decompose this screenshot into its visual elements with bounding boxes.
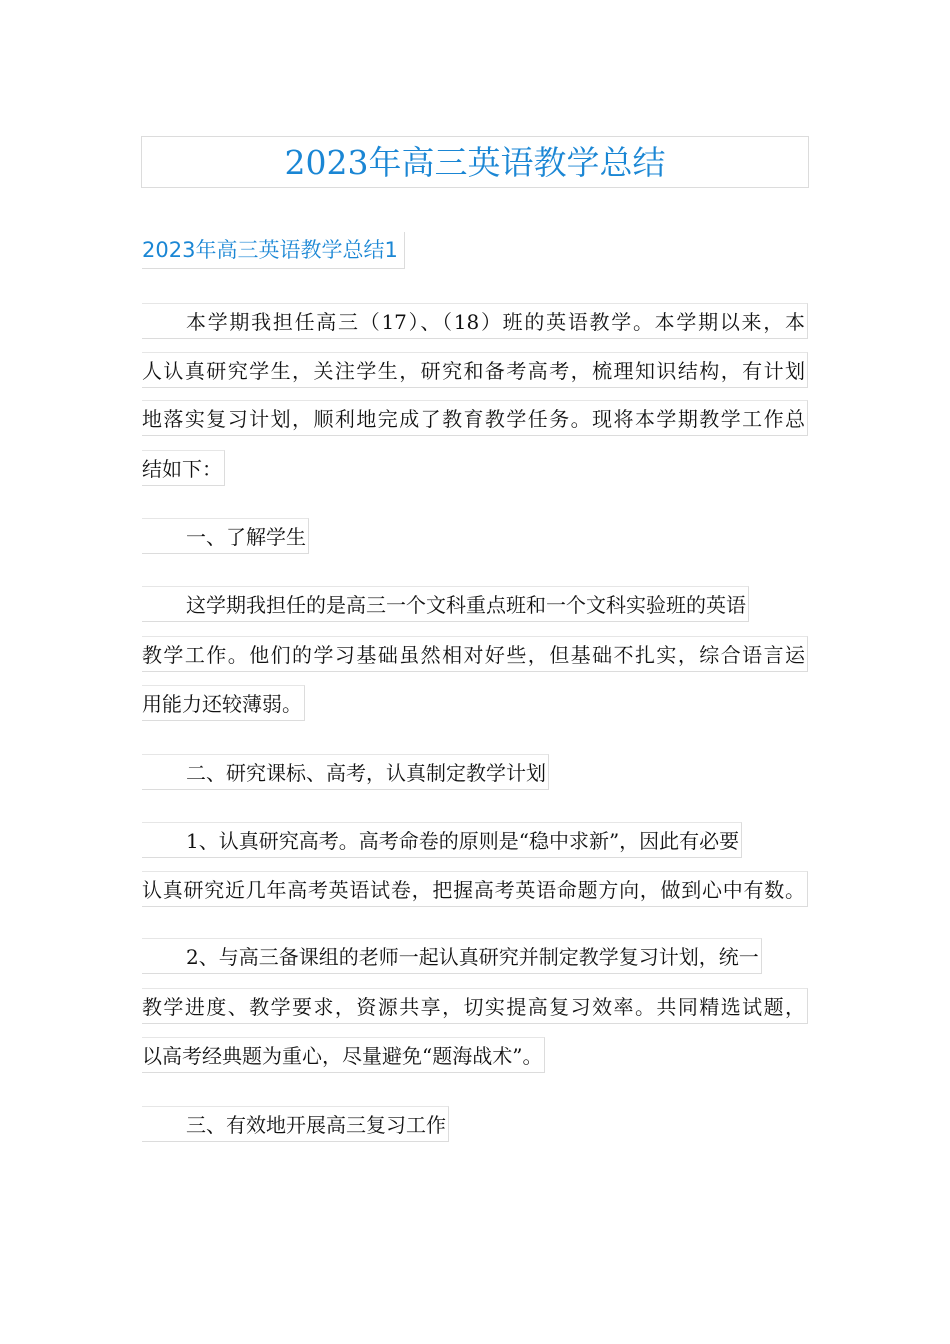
paragraph-line: 教学工作。他们的学习基础虽然相对好些，但基础不扎实，综合语言运 [142,636,808,672]
paragraph-line: 教学进度、教学要求，资源共享，切实提高复习效率。共同精选试题， [142,988,808,1024]
paragraph-line: 地落实复习计划，顺利地完成了教育教学任务。现将本学期教学工作总 [142,400,808,436]
paragraph-line: 这学期我担任的是高三一个文科重点班和一个文科实验班的英语 [142,586,749,622]
paragraph-line: 结如下： [142,450,225,486]
paragraph-line: 用能力还较薄弱。 [142,685,305,721]
document-title: 2023年高三英语教学总结 [284,142,666,182]
paragraph-line: 人认真研究学生，关注学生，研究和备考高考，梳理知识结构，有计划 [142,352,808,388]
paragraph-line: 以高考经典题为重心，尽量避免“题海战术”。 [142,1037,545,1073]
heading-line: 二、研究课标、高考，认真制定教学计划 [142,754,549,790]
heading-line: 三、有效地开展高三复习工作 [142,1106,449,1142]
title-box [141,136,809,188]
paragraph-line: 2、与高三备课组的老师一起认真研究并制定教学复习计划，统一 [142,938,762,974]
heading-line: 一、了解学生 [142,518,309,554]
paragraph-line: 1、认真研究高考。高考命卷的原则是“稳中求新”，因此有必要 [142,822,742,858]
paragraph-line: 本学期我担任高三（17）、（18）班的英语教学。本学期以来，本 [142,303,808,339]
section-heading: 2023年高三英语教学总结1 [142,232,405,269]
paragraph-line: 认真研究近几年高考英语试卷，把握高考英语命题方向，做到心中有数。 [142,871,808,907]
